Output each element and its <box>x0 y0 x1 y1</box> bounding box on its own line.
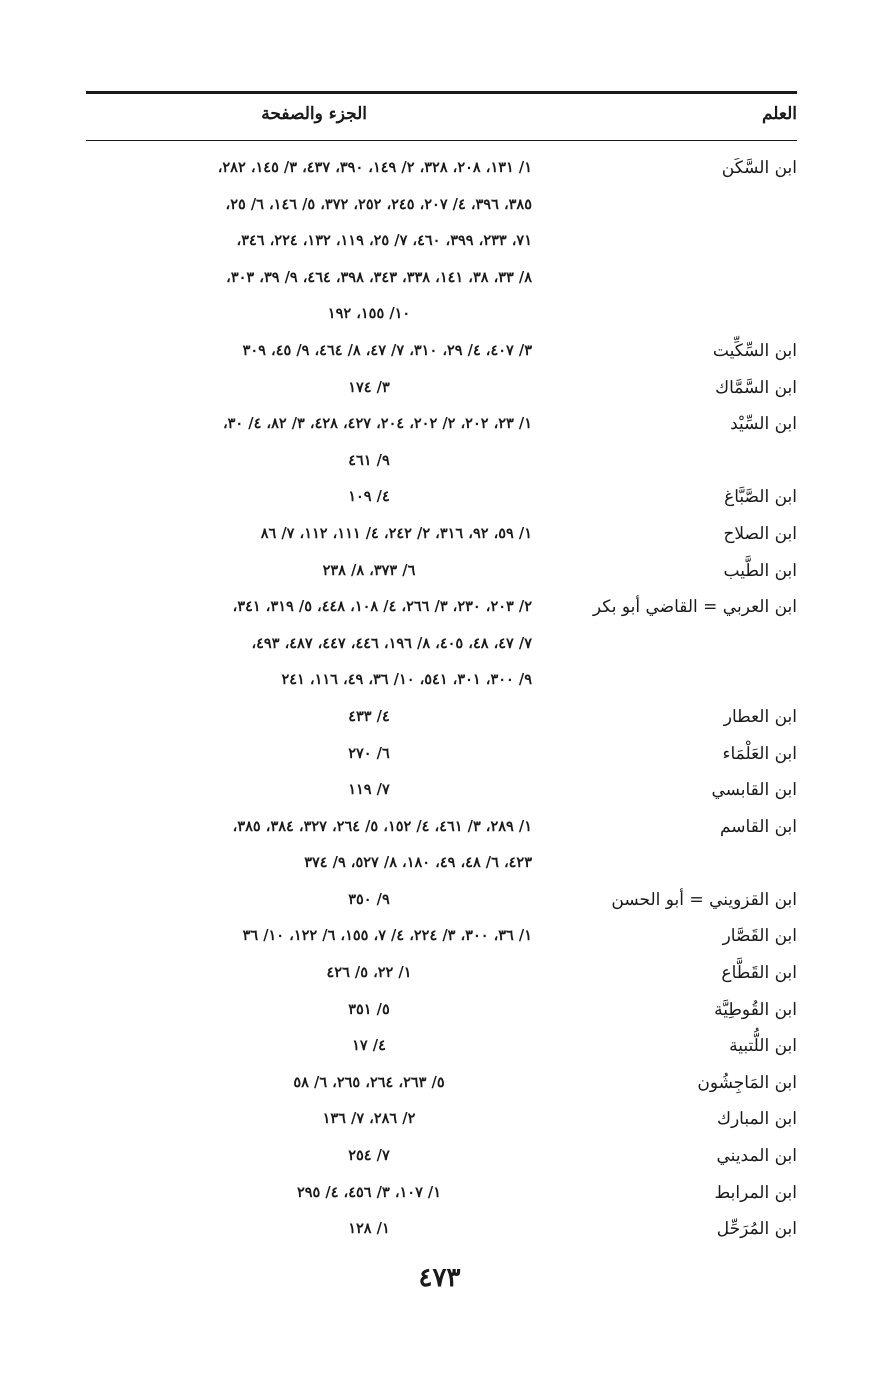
index-entry <box>86 1101 797 1138</box>
index-entry <box>86 1211 797 1248</box>
index-entry <box>86 1028 797 1065</box>
entry-references <box>86 406 532 479</box>
index-entry <box>86 736 797 773</box>
reference-line: ٤/ ٤٣٣ <box>348 707 390 725</box>
header-rule <box>86 140 797 141</box>
reference-line: ١/ ١٢٨ <box>348 1220 390 1238</box>
entry-name: ابن العطار <box>723 706 797 727</box>
reference-line: ٧/ ٢٥٤ <box>348 1147 390 1165</box>
entry-references <box>86 918 532 955</box>
index-entry <box>86 516 797 553</box>
entry-name: ابن المَاجِشُون <box>697 1072 797 1093</box>
entry-references <box>86 992 532 1029</box>
index-entry <box>86 333 797 370</box>
top-rule <box>86 91 797 94</box>
reference-line: ٤٢٣، ٦/ ٤٨، ٤٩، ١٨٠، ٨/ ٥٢٧، ٩/ ٣٧٤ <box>304 854 532 872</box>
index-entry <box>86 553 797 590</box>
entry-references <box>86 1211 532 1248</box>
reference-line: ٧/ ١١٩ <box>348 781 390 799</box>
entry-references <box>86 736 532 773</box>
entry-name: ابن القزويني = أبو الحسن <box>611 889 797 910</box>
index-entry <box>86 699 797 736</box>
reference-line: ٩/ ٣٠٠، ٣٠١، ٥٤١، ١٠/ ٣٦، ٤٩، ١١٦، ٢٤١ <box>281 671 532 689</box>
reference-line: ١/ ٣٦، ٣٠٠، ٣/ ٢٢٤، ٤/ ٧، ١٥٥، ٦/ ١٢٢، ١٠/ ٣٦ <box>242 927 532 945</box>
index-entry <box>86 809 797 882</box>
entry-references <box>86 479 532 516</box>
reference-line: ١/ ٢٨٩، ٣/ ٤٦١، ٤/ ١٥٢، ٥/ ٢٦٤، ٣٢٧، ٣٨٤، ٣٨٥، <box>232 817 532 835</box>
entry-references <box>86 370 532 407</box>
index-entry <box>86 370 797 407</box>
header-name-column: العلم <box>761 104 797 124</box>
reference-line: ١/ ٥٩، ٩٢، ٣١٦، ٢/ ٢٤٢، ٤/ ١١١، ١١٢، ٧/ ٨٦ <box>260 524 532 542</box>
header-refs-column: الجزء والصفحة <box>261 104 367 124</box>
entry-references <box>86 1138 532 1175</box>
entry-references <box>86 1028 532 1065</box>
reference-line: ١/ ٢٣، ٢٠٢، ٢/ ٢٠٢، ٢٠٤، ٤٢٧، ٤٢٨، ٣/ ٨٢، ٤/ ٣٠، <box>222 415 532 433</box>
index-entry <box>86 955 797 992</box>
reference-line: ٥/ ٣٥١ <box>348 1000 390 1018</box>
index-entry <box>86 589 797 699</box>
reference-line: ٤/ ١٧ <box>352 1037 386 1055</box>
reference-line: ٩/ ٤٦١ <box>348 451 390 469</box>
entry-references <box>86 1101 532 1138</box>
entry-name: ابن اللُّتبية <box>729 1036 797 1057</box>
entry-references <box>86 809 532 882</box>
reference-line: ١/ ١٠٧، ٣/ ٤٥٦، ٤/ ٢٩٥ <box>296 1183 442 1201</box>
entry-name: ابن القاسم <box>719 816 797 837</box>
entry-name: ابن المُرَحِّل <box>716 1219 797 1240</box>
index-entry <box>86 772 797 809</box>
entry-name: ابن المديني <box>716 1146 797 1167</box>
reference-line: ٣/ ١٧٤ <box>348 378 390 396</box>
entry-name: ابن الصَّبَّاغ <box>724 487 797 508</box>
entry-name: ابن العَلْمَاء <box>722 743 797 764</box>
entry-references <box>86 516 532 553</box>
entry-references <box>86 955 532 992</box>
reference-line: ٤/ ١٠٩ <box>348 488 390 506</box>
reference-line: ١/ ٢٢، ٥/ ٤٢٦ <box>326 964 412 982</box>
entry-name: ابن المبارك <box>716 1109 797 1130</box>
index-entries <box>86 150 797 1248</box>
reference-line: ٢/ ٢٨٦، ٧/ ١٣٦ <box>322 1110 416 1128</box>
index-entry <box>86 992 797 1029</box>
index-entry <box>86 406 797 479</box>
entry-name: ابن القَصَّار <box>722 926 797 947</box>
entry-name: ابن القَطَّاع <box>721 963 797 984</box>
entry-name: ابن الصلاح <box>723 523 797 544</box>
reference-line: ٢/ ٢٠٣، ٢٣٠، ٣/ ٢٦٦، ٤/ ١٠٨، ٤٤٨، ٥/ ٣١٩، ٣٤١، <box>232 598 532 616</box>
reference-line: ٧١، ٢٣٣، ٣٩٩، ٤٦٠، ٧/ ٢٥، ١١٩، ١٣٢، ٢٢٤، ٣٤٦، <box>236 232 532 250</box>
reference-line: ١/ ١٣١، ٢٠٨، ٣٢٨، ٢/ ١٤٩، ٣٩٠، ٤٣٧، ٣/ ١٤٥، ٢٨٢، <box>217 159 532 176</box>
reference-line: ٩/ ٣٥٠ <box>348 890 390 908</box>
reference-line: ٨/ ٣٣، ٣٨، ١٤١، ٣٣٨، ٣٤٣، ٣٩٨، ٤٦٤، ٩/ ٣٩، ٣٠٣، <box>226 268 532 286</box>
entry-references <box>86 699 532 736</box>
index-entry <box>86 882 797 919</box>
entry-name: ابن السَّكَن <box>721 158 797 178</box>
entry-name: ابن العربي = القاضي أبو بكر <box>592 597 797 618</box>
index-entry <box>86 150 797 333</box>
index-entry <box>86 1175 797 1212</box>
reference-line: ٣/ ٤٠٧، ٤/ ٢٩، ٣١٠، ٧/ ٤٧، ٨/ ٤٦٤، ٩/ ٤٥، ٣٠٩ <box>242 341 532 359</box>
entry-name: ابن السِّيْد <box>730 414 797 435</box>
reference-line: ١٠/ ١٥٥، ١٩٢ <box>327 305 411 323</box>
entry-name: ابن المرابط <box>714 1182 797 1203</box>
entry-references <box>86 882 532 919</box>
entry-name: ابن السَّمَّاك <box>715 377 797 398</box>
reference-line: ٣٨٥، ٣٩٦، ٤/ ٢٠٧، ٢٤٥، ٢٥٢، ٣٧٢، ٥/ ١٤٦، ٦/ ٢٥، <box>225 195 532 213</box>
entry-name: ابن القُوطِيَّة <box>714 999 797 1020</box>
entry-references <box>86 333 532 370</box>
entry-references <box>86 1175 532 1212</box>
entry-references <box>86 1065 532 1102</box>
index-entry <box>86 918 797 955</box>
entry-name: ابن الطَّيب <box>723 560 797 581</box>
page-number: ٤٧٣ <box>418 1263 461 1293</box>
entry-references <box>86 589 532 699</box>
entry-name: ابن القابسي <box>711 780 797 801</box>
reference-line: ٧/ ٤٧، ٤٨، ٤٠٥، ٨/ ١٩٦، ٤٤٦، ٤٤٧، ٤٨٧، ٤٩٣، <box>251 634 532 652</box>
index-entry <box>86 1065 797 1102</box>
index-entry <box>86 1138 797 1175</box>
entry-name: ابن السِّكِّيت <box>712 340 797 361</box>
reference-line: ٥/ ٢٦٣، ٢٦٤، ٢٦٥، ٦/ ٥٨ <box>293 1073 445 1091</box>
entry-references <box>86 772 532 809</box>
reference-line: ٦/ ٢٧٠ <box>348 744 390 762</box>
index-entry <box>86 479 797 516</box>
entry-references <box>86 150 532 333</box>
reference-line: ٦/ ٣٧٣، ٨/ ٢٣٨ <box>322 561 416 579</box>
entry-references <box>86 553 532 590</box>
